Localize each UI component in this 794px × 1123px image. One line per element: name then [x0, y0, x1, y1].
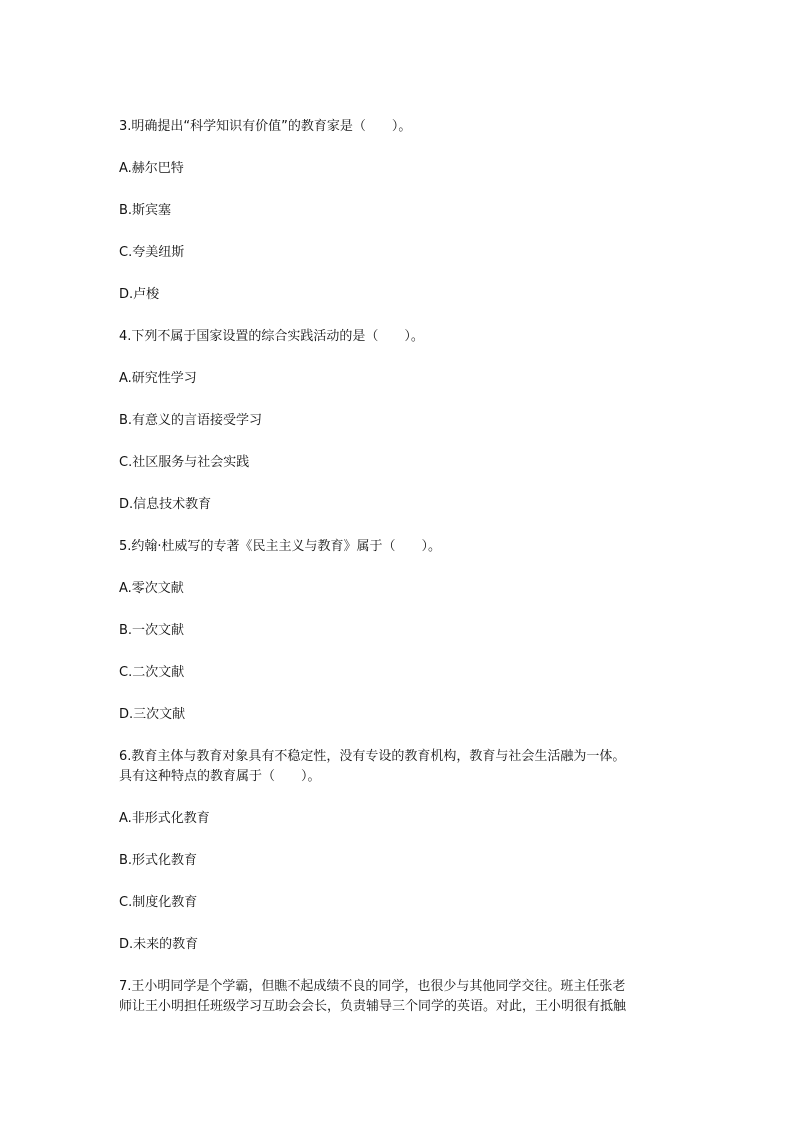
question-stem-line: 7.王小明同学是个学霸，但瞧不起成绩不良的同学，也很少与其他同学交往。班主任张老 — [119, 979, 626, 994]
option-d: D.未来的教育 — [119, 937, 199, 952]
option-c: C.制度化教育 — [119, 895, 198, 910]
question-5 — [119, 537, 679, 725]
option-a: A.非形式化教育 — [119, 811, 210, 826]
option-b: B.有意义的言语接受学习 — [119, 413, 263, 428]
question-stem — [119, 537, 679, 557]
question-stem-line: 4.下列不属于国家设置的综合实践活动的是（ ）。 — [119, 329, 424, 344]
option-b: B.一次文献 — [119, 623, 185, 638]
option-a: A.赫尔巴特 — [119, 161, 184, 176]
option-d: D.三次文献 — [119, 707, 186, 722]
question-stem — [119, 117, 679, 137]
option-c: C.社区服务与社会实践 — [119, 455, 250, 470]
question-stem-line: 3.明确提出“科学知识有价值”的教育家是（ ）。 — [119, 119, 412, 134]
option-a: A.零次文献 — [119, 581, 184, 596]
question-stem-line: 具有这种特点的教育属于（ ）。 — [119, 769, 321, 784]
option-c: C.夸美纽斯 — [119, 245, 185, 260]
question-stem-line: 师让王小明担任班级学习互助会会长，负责辅导三个同学的英语。对此，王小明很有抵触 — [119, 999, 627, 1014]
question-3 — [119, 117, 679, 305]
question-stem — [119, 327, 679, 347]
question-6 — [119, 747, 679, 955]
question-stem-line: 6.教育主体与教育对象具有不稳定性，没有专设的教育机构，教育与社会生活融为一体。 — [119, 749, 626, 764]
option-a: A.研究性学习 — [119, 371, 197, 386]
question-stem — [119, 977, 679, 1017]
question-stem-line: 5.约翰·杜威写的专著《民主主义与教育》属于（ ）。 — [119, 539, 442, 554]
option-b: B.形式化教育 — [119, 853, 198, 868]
option-b: B.斯宾塞 — [119, 203, 172, 218]
option-d: D.卢梭 — [119, 287, 160, 302]
option-d: D.信息技术教育 — [119, 497, 212, 512]
question-list — [119, 117, 679, 1039]
question-4 — [119, 327, 679, 515]
question-stem — [119, 747, 679, 787]
option-c: C.二次文献 — [119, 665, 185, 680]
question-7 — [119, 977, 679, 1017]
